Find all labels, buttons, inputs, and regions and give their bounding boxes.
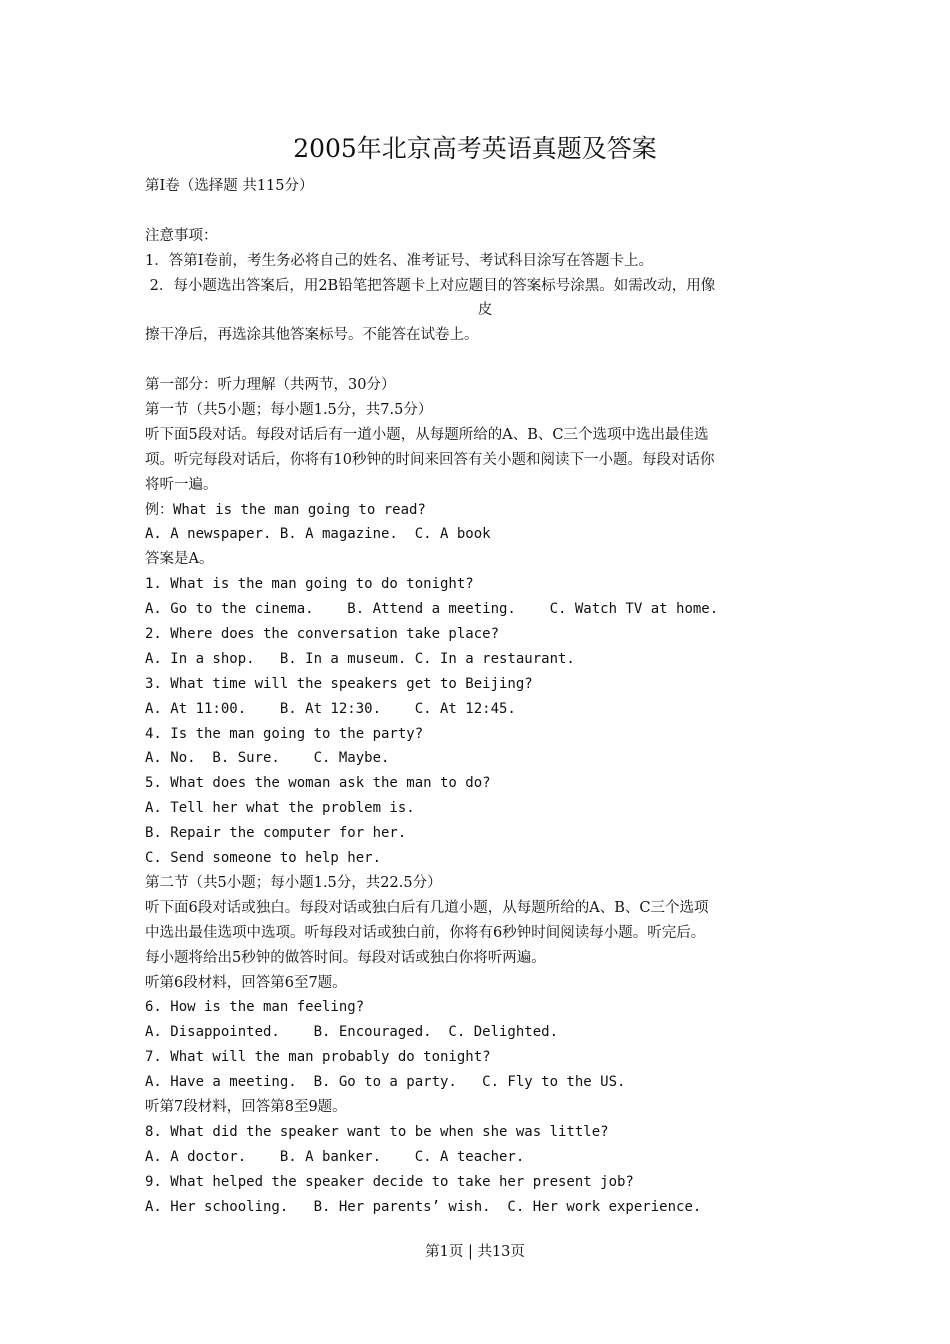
text-line: 第一节（共5小题；每小题1.5分，共7.5分） bbox=[145, 402, 433, 419]
page-footer: 第1页 | 共13页 bbox=[425, 1244, 525, 1260]
text-line: 例：What is the man going to read? bbox=[145, 501, 426, 518]
text-line: 7. What will the man probably do tonight? bbox=[145, 1049, 491, 1066]
text-line bbox=[145, 348, 825, 373]
text-line: 擦干净后，再选涂其他答案标号。不能答在试卷上。 bbox=[145, 327, 479, 344]
text-line: 听第6段材料，回答第6至7题。 bbox=[145, 974, 347, 991]
text-line: B. Repair the computer for her. bbox=[145, 825, 407, 842]
text-line: 中选出最佳选项中选项。听每段对话或独白前，你将有6秒钟时间阅读每小题。听完后。 bbox=[145, 924, 706, 941]
text-line: 答案是A。 bbox=[145, 551, 214, 568]
text-line: 注意事项： bbox=[145, 227, 218, 244]
text-line: 第二节（共5小题；每小题1.5分，共22.5分） bbox=[145, 874, 442, 891]
text-line: 每小题将给出5秒钟的做答时间。每段对话或独白你将听两遍。 bbox=[145, 949, 546, 966]
text-line: 听下面5段对话。每段对话后有一道小题，从每题所给的A、B、C三个选项中选出最佳选 bbox=[145, 426, 709, 443]
text-line: 9. What helped the speaker decide to take her present job? bbox=[145, 1173, 634, 1190]
text-line: 项。听完每段对话后，你将有10秒钟的时间来回答有关小题和阅读下一小题。每段对话你 bbox=[145, 451, 715, 468]
text-line: 5. What does the woman ask the man to do? bbox=[145, 775, 491, 792]
text-line: 2．每小题选出答案后，用2B铅笔把答题卡上对应题目的答案标号涂黑。如需改动，用像 bbox=[145, 277, 716, 294]
text-line: A. Disappointed. B. Encouraged. C. Delighted. bbox=[145, 1024, 559, 1041]
text-line: A. In a shop. B. In a museum. C. In a restaurant. bbox=[145, 650, 575, 667]
text-line: 将听一遍。 bbox=[145, 476, 218, 493]
text-line: A. No. B. Sure. C. Maybe. bbox=[145, 750, 390, 767]
text-line: 听下面6段对话或独白。每段对话或独白后有几道小题，从每题所给的A、B、C三个选项 bbox=[145, 899, 709, 916]
text-line: A. Have a meeting. B. Go to a party. C. Fly to the US. bbox=[145, 1074, 626, 1091]
text-line: 1．答第Ⅰ卷前，考生务必将自己的姓名、准考证号、考试科目涂写在答题卡上。 bbox=[145, 252, 653, 269]
document-title: 2005年北京高考英语真题及答案 bbox=[293, 134, 657, 163]
text-line: 3. What time will the speakers get to Beijing? bbox=[145, 675, 533, 692]
text-line: 皮 bbox=[477, 302, 493, 319]
text-line: 第Ⅰ卷（选择题 共115分） bbox=[145, 178, 314, 194]
text-line: C. Send someone to help her. bbox=[145, 850, 382, 867]
text-line: A. Tell her what the problem is. bbox=[145, 800, 415, 817]
text-line: A. Go to the cinema. B. Attend a meeting. C. Watch TV at home. bbox=[145, 601, 719, 618]
text-line: 1. What is the man going to do tonight? bbox=[145, 576, 474, 593]
text-line bbox=[145, 199, 825, 224]
text-line: 听第7段材料，回答第8至9题。 bbox=[145, 1098, 347, 1115]
text-line: A. Her schooling. B. Her parents’ wish. C. Her work experience. bbox=[145, 1198, 702, 1215]
text-line: A. A doctor. B. A banker. C. A teacher. bbox=[145, 1148, 525, 1165]
text-line: 2. Where does the conversation take place? bbox=[145, 626, 500, 643]
text-line: A. A newspaper. B. A magazine. C. A book bbox=[145, 526, 491, 543]
text-line: 第一部分：听力理解（共两节，30分） bbox=[145, 377, 396, 394]
document-body bbox=[145, 174, 825, 1219]
text-line: 4. Is the man going to the party? bbox=[145, 725, 424, 742]
text-line: A. At 11:00. B. At 12:30. C. At 12:45. bbox=[145, 700, 516, 717]
text-line: 6. How is the man feeling? bbox=[145, 999, 365, 1016]
text-line: 8. What did the speaker want to be when she was little? bbox=[145, 1123, 609, 1140]
